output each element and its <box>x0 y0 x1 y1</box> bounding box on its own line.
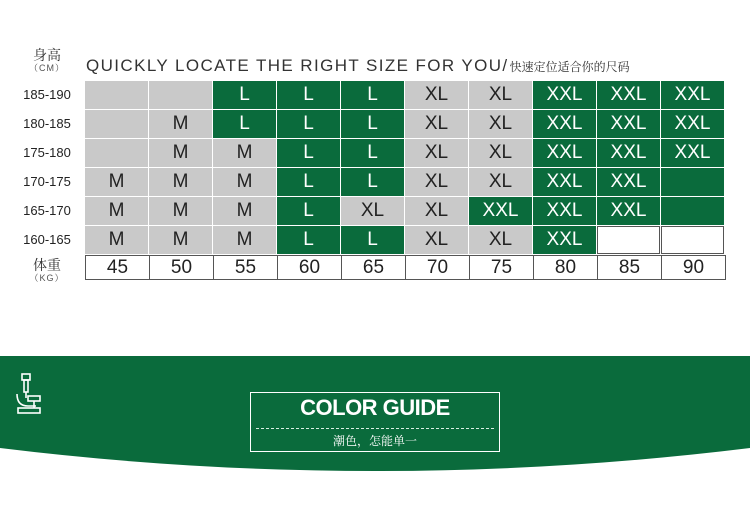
color-guide-subtitle: 潮色，怎能单一 <box>332 434 417 448</box>
size-cell: L <box>341 139 404 167</box>
size-cell: M <box>149 168 212 196</box>
size-cell: XXL <box>661 110 724 138</box>
size-cell <box>85 139 148 167</box>
size-cell: XL <box>405 110 468 138</box>
chart-title <box>86 56 630 76</box>
height-range-label: 170-175 <box>23 174 71 189</box>
weight-cell: 85 <box>597 255 662 280</box>
size-cell: XL <box>469 110 532 138</box>
height-label <box>14 47 80 74</box>
height-unit: （CM） <box>29 63 65 73</box>
size-cell: XXL <box>533 226 596 254</box>
size-cell <box>85 110 148 138</box>
size-cell: XXL <box>533 110 596 138</box>
height-range-label: 160-165 <box>23 232 71 247</box>
size-cell: XXL <box>661 139 724 167</box>
height-range-label: 175-180 <box>23 145 71 160</box>
height-label-text: 身高 <box>33 47 61 63</box>
size-cell: M <box>213 139 276 167</box>
weight-cell: 45 <box>85 255 150 280</box>
size-cell: XXL <box>597 110 660 138</box>
size-cell: XL <box>405 81 468 109</box>
size-cell: XL <box>469 81 532 109</box>
size-cell: M <box>149 226 212 254</box>
size-cell: L <box>341 226 404 254</box>
size-cell: L <box>277 168 340 196</box>
size-cell: XXL <box>597 81 660 109</box>
size-cell: M <box>85 226 148 254</box>
size-cell: L <box>277 139 340 167</box>
size-cell: M <box>149 197 212 225</box>
size-cell: L <box>341 110 404 138</box>
size-cell: L <box>213 110 276 138</box>
size-cell: XXL <box>533 197 596 225</box>
size-cell: L <box>341 168 404 196</box>
size-cell: L <box>213 81 276 109</box>
height-range-label: 185-190 <box>23 87 71 102</box>
size-cell: XL <box>405 139 468 167</box>
size-cell <box>149 81 212 109</box>
height-range-label: 165-170 <box>23 203 71 218</box>
size-cell <box>85 81 148 109</box>
size-cell: XXL <box>597 197 660 225</box>
weight-cell: 70 <box>405 255 470 280</box>
size-cell: M <box>85 168 148 196</box>
size-cell: XL <box>405 197 468 225</box>
size-cell <box>597 226 660 254</box>
weight-cell: 55 <box>213 255 278 280</box>
size-cell: M <box>149 110 212 138</box>
color-guide-title: COLOR GUIDE <box>300 395 450 420</box>
size-cell: XXL <box>597 168 660 196</box>
size-cell: XXL <box>533 139 596 167</box>
size-cell: XL <box>405 168 468 196</box>
size-cell: XXL <box>533 168 596 196</box>
size-cell: XL <box>341 197 404 225</box>
size-cell: M <box>213 226 276 254</box>
size-cell <box>661 168 724 196</box>
size-cell: XXL <box>597 139 660 167</box>
weight-cell: 75 <box>469 255 534 280</box>
height-range-label: 180-185 <box>23 116 71 131</box>
size-cell: XXL <box>661 81 724 109</box>
size-cell: M <box>149 139 212 167</box>
weight-cell: 65 <box>341 255 406 280</box>
weight-label <box>14 257 80 284</box>
size-cell: XXL <box>533 81 596 109</box>
size-cell: L <box>277 226 340 254</box>
microscope-icon <box>14 372 44 418</box>
title-chinese: 快速定位适合你的尺码 <box>509 60 630 74</box>
size-cell <box>661 197 724 225</box>
size-cell <box>661 226 724 254</box>
size-cell: XL <box>469 226 532 254</box>
size-cell: XL <box>469 139 532 167</box>
weight-unit: （KG） <box>29 273 65 283</box>
weight-cell: 80 <box>533 255 598 280</box>
size-cell: L <box>277 81 340 109</box>
size-cell: XXL <box>469 197 532 225</box>
color-guide-divider <box>256 428 494 429</box>
weight-cell: 60 <box>277 255 342 280</box>
size-cell: L <box>277 110 340 138</box>
weight-cell: 90 <box>661 255 726 280</box>
weight-label-text: 体重 <box>33 257 61 273</box>
title-english: QUICKLY LOCATE THE RIGHT SIZE FOR YOU/ <box>86 56 509 75</box>
size-cell: M <box>213 197 276 225</box>
size-cell: L <box>277 197 340 225</box>
size-cell: M <box>85 197 148 225</box>
size-cell: M <box>213 168 276 196</box>
weight-cell: 50 <box>149 255 214 280</box>
size-cell: XL <box>405 226 468 254</box>
size-cell: XL <box>469 168 532 196</box>
size-cell: L <box>341 81 404 109</box>
